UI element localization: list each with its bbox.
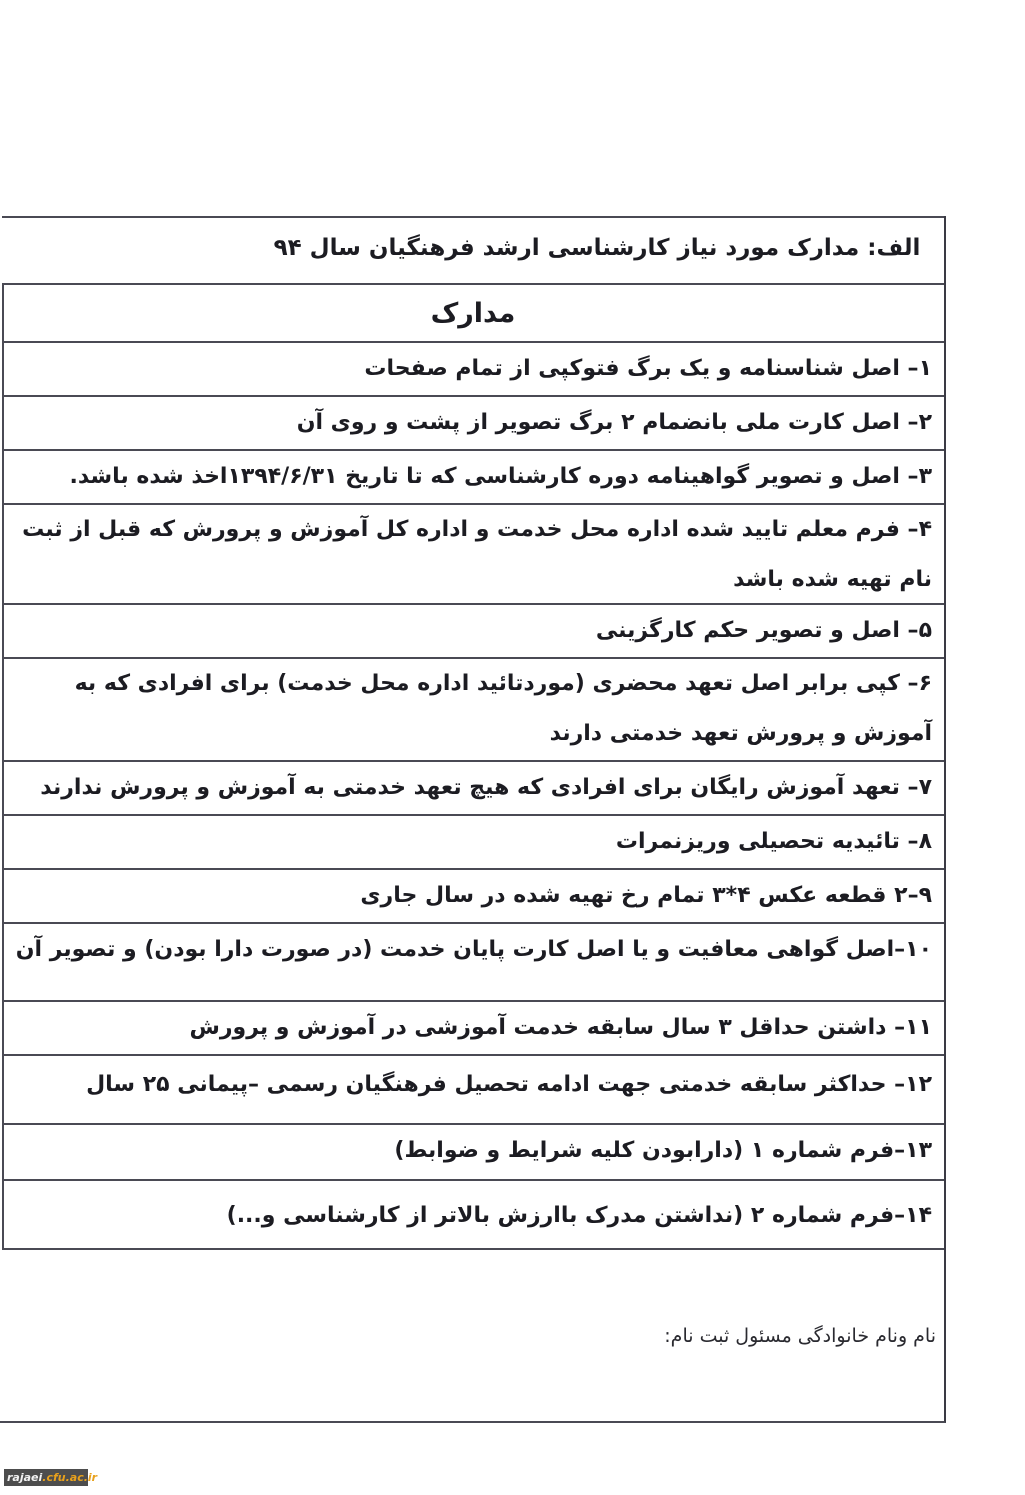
watermark-part2: .cfu.ac.ir (42, 1471, 98, 1484)
requirements-table (2, 216, 946, 1250)
list-item: ۹–۲ قطعه عکس ۴*۳ تمام رخ تهیه شده در سال جاری (2, 870, 944, 924)
column-header: مدارک (2, 285, 944, 343)
list-item: ۱۱– داشتن حداقل ۳ سال سابقه خدمت آموزشی در آموزش و پرورش (2, 1002, 944, 1056)
list-item: ۷– تعهد آموزش رایگان برای افرادی که هیچ تعهد خدمتی به آموزش و پرورش ندارند (2, 762, 944, 816)
registrar-name-label: نام ونام خانوادگی مسئول ثبت نام: (664, 1325, 936, 1347)
list-item: ۱۴–فرم شماره ۲ (نداشتن مدرک باارزش بالاتر از کارشناسی و...) (2, 1181, 944, 1250)
list-item: ۱– اصل شناسنامه و یک برگ فتوکپی از تمام صفحات (2, 343, 944, 397)
list-item: ۸– تائیدیه تحصیلی وریزنمرات (2, 816, 944, 870)
signature-box (0, 1249, 946, 1423)
list-item: ۱۲– حداکثر سابقه خدمتی جهت ادامه تحصیل فرهنگیان رسمی –پیمانی ۲۵ سال (2, 1056, 944, 1125)
document-title: الف: مدارک مورد نیاز کارشناسی ارشد فرهنگیان سال ۹۴ (2, 216, 944, 285)
list-item: ۶– کپی برابر اصل تعهد محضری (موردتائید اداره محل خدمت) برای افرادی که به آموزش و پرورش تعهد خدمتی دارند (2, 659, 944, 762)
list-item: ۱۳–فرم شماره ۱ (دارابودن کلیه شرایط و ضوابط) (2, 1125, 944, 1181)
list-item: ۱۰–اصل گواهی معافیت و یا اصل کارت پایان خدمت (در صورت دارا بودن) و تصویر آن (2, 924, 944, 1002)
list-item: ۴– فرم معلم تایید شده اداره محل خدمت و اداره کل آموزش و پرورش که قبل از ثبت نام تهیه شده باشد (2, 505, 944, 605)
site-watermark (4, 1469, 98, 1486)
list-item: ۲– اصل کارت ملی بانضمام ۲ برگ تصویر از پشت و روی آن (2, 397, 944, 451)
watermark-part1: rajaei (7, 1471, 43, 1484)
list-item: ۵– اصل و تصویر حکم کارگزینی (2, 605, 944, 659)
list-item: ۳– اصل و تصویر گواهینامه دوره کارشناسی که تا تاریخ ۱۳۹۴/۶/۳۱اخذ شده باشد. (2, 451, 944, 505)
